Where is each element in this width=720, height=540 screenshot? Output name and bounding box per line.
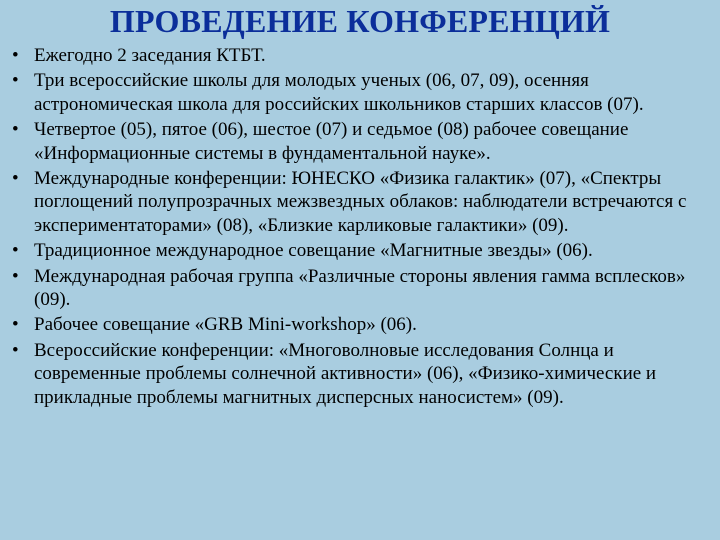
bullet-text: Всероссийские конференции: «Многоволновые исследования Солнца и современные проблемы солнечной активности» (06), «Физико-химические и прикладные проблемы магнитных дисперсных наносистем» (09). (34, 339, 657, 408)
bullet-icon: • (12, 168, 19, 190)
bullet-text: Три всероссийские школы для молодых ученых (06, 07, 09), осенняя астрономическая школа для российских школьников старших классов (07). (34, 70, 644, 115)
bullet-icon: • (12, 70, 19, 92)
bullet-icon: • (12, 240, 19, 262)
bullet-item (0, 69, 720, 116)
bullet-text: Традиционное международное совещание «Магнитные звезды» (06). (34, 240, 593, 262)
bullet-item (0, 118, 720, 165)
bullet-icon: • (12, 314, 19, 336)
bullet-item (0, 313, 720, 336)
bullet-item (0, 339, 720, 409)
bullet-item (0, 167, 720, 237)
bullet-text: Четвертое (05), пятое (06), шестое (07) и седьмое (08) рабочее совещание «Информационные системы в фундаментальной науке». (34, 119, 629, 164)
bullet-item (0, 239, 720, 262)
bullet-item (0, 265, 720, 312)
bullet-list (0, 44, 720, 411)
bullet-icon: • (12, 265, 19, 287)
bullet-icon: • (12, 45, 19, 66)
bullet-icon: • (12, 119, 19, 141)
bullet-icon: • (12, 339, 19, 361)
bullet-text: Международные конференции: ЮНЕСКО «Физика галактик» (07), «Спектры поглощений полупрозрачных межзвездных облаков: наблюдатели встречаются с экспериментаторами» (08), «Близкие карликовые галактики» (09). (34, 168, 687, 236)
bullet-item (0, 44, 720, 67)
bullet-text: Ежегодно 2 заседания КТБТ. (34, 45, 266, 66)
slide-title: ПРОВЕДЕНИЕ КОНФЕРЕНЦИЙ (109, 3, 611, 39)
bullet-text: Международная рабочая группа «Различные стороны явления гамма всплесков» (09). (34, 265, 686, 311)
bullet-text: Рабочее совещание «GRB Mini-workshop» (06). (34, 314, 417, 336)
